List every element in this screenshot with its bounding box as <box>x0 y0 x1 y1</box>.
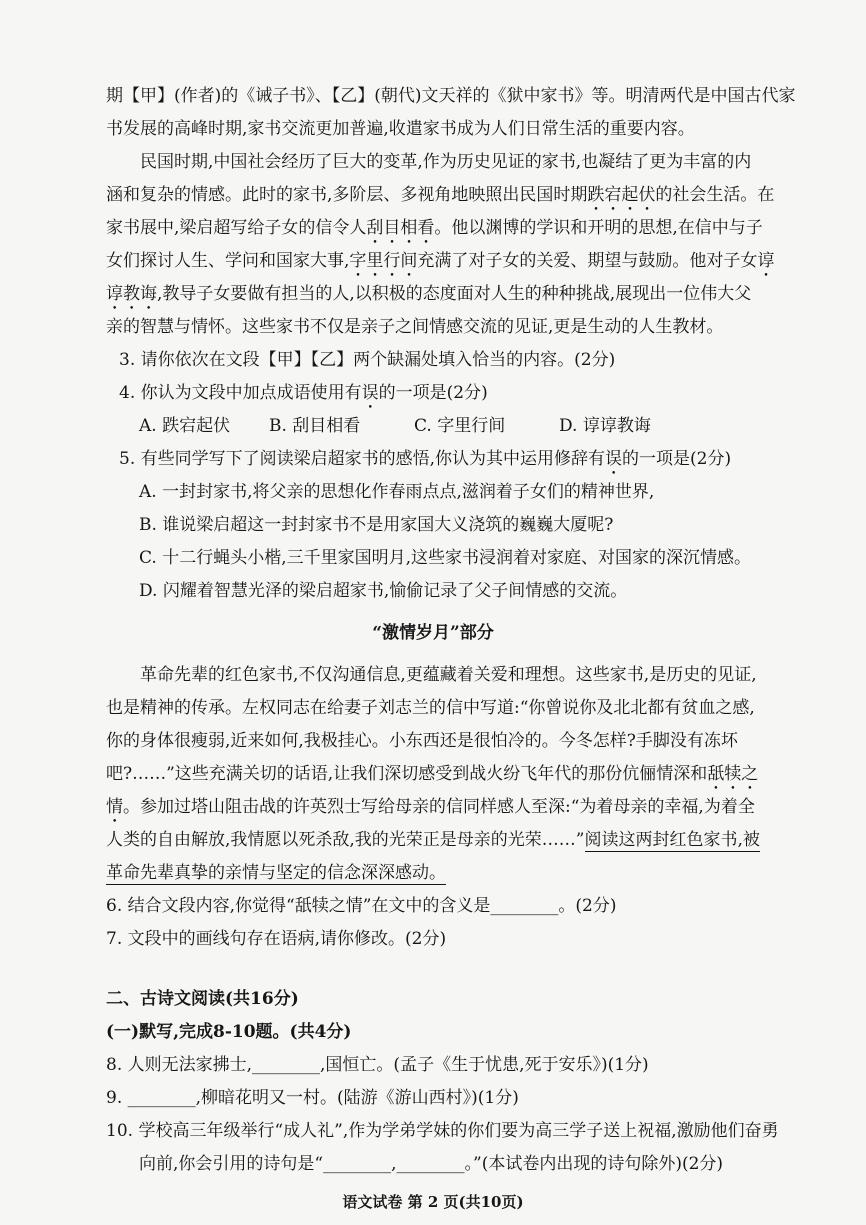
passage2-line-5 <box>106 795 866 827</box>
dotted-idiom-3: 字里行间 <box>349 251 418 271</box>
section-title: “激情岁月”部分 <box>372 623 494 643</box>
question-6: 6. 结合文段内容,你觉得“舐犊之情”在文中的含义是________。(2分) <box>106 896 617 916</box>
part2-subtitle: (一)默写,完成8-10题。(共4分) <box>106 1022 352 1042</box>
dotted-idiom-1: 跌宕起伏 <box>587 185 656 205</box>
underlined-sentence-2: 革命先辈真挚的亲情与坚定的信念深深感动。 <box>106 863 446 883</box>
text: 。参加过塔山阻击战的许英烈士写给母亲的信同样感人至深:“为着母亲的幸福,为着全 <box>123 797 755 817</box>
question-8: 8. 人则无法家拂士,________,国恒亡。(孟子《生于忧患,死于安乐》)(1分) <box>106 1055 649 1075</box>
q5-option-a: A. 一封封家书,将父亲的思想化作春雨点点,滋润着子女们的精神世界, <box>139 482 655 502</box>
question-10-line-1: 10. 学校高三年级举行“成人礼”,作为学弟学妹的你们要为高三学子送上祝福,激励他们奋勇 <box>106 1121 779 1141</box>
passage2-line-3: 你的身体很瘦弱,近来如何,我极挂心。小东西还是很怕冷的。今冬怎样?手脚没有冻坏 <box>106 731 738 751</box>
text: 涵和复杂的情感。此时的家书,多阶层、多视角地映照出民国时期 <box>106 185 588 205</box>
passage1-line-2: 书发展的高峰时期,家书交流更加普遍,收遣家书成为人们日常生活的重要内容。 <box>106 119 695 139</box>
text: ,教导子女要做有担当的人,以积极的态度面对人生的种种挑战,展现出一位伟大父 <box>157 284 752 304</box>
dotted-char: 误 <box>605 449 623 469</box>
passage1-line-4 <box>106 183 866 215</box>
dotted-idiom-5a: 舐犊之 <box>707 764 759 784</box>
underlined-sentence-1: 阅读这两封红色家书,被 <box>584 830 760 850</box>
passage1-line-3: 民国时期,中国社会经历了巨大的变革,作为历史见证的家书,也凝结了更为丰富的内 <box>140 152 752 172</box>
question-5 <box>119 447 866 479</box>
text: 家书展中,梁启超写给子女的信令人 <box>106 218 367 238</box>
text: 吧?……”这些充满关切的话语,让我们深切感受到战火纷飞年代的那份伉俪情深和 <box>106 764 708 784</box>
passage2-line-1: 革命先辈的红色家书,不仅沟通信息,更蕴藏着关爱和理想。这些家书,是历史的见证, <box>140 665 757 685</box>
text: 人类的自由解放,我情愿以死杀敌,我的光荣正是母亲的光荣……” <box>106 830 585 850</box>
text: 女们探讨人生、学问和国家大事, <box>106 251 350 271</box>
text: 5. 有些同学写下了阅读梁启超家书的感悟,你认为其中运用修辞有 <box>119 449 606 469</box>
passage2-line-4 <box>106 762 866 794</box>
q4-option-c: C. 字里行间 <box>414 416 506 436</box>
text: 4. 你认为文段中加点成语使用有 <box>119 383 362 403</box>
text: 充满了对子女的关爱、期望与鼓励。他对子女 <box>417 251 758 271</box>
dotted-idiom-4b: 谆教诲 <box>106 284 157 304</box>
q4-option-a: A. 跌宕起伏 <box>139 416 231 436</box>
part2-title: 二、古诗文阅读(共16分) <box>106 989 299 1009</box>
passage2-line-6 <box>106 828 866 852</box>
passage1-line-1: 期【甲】(作者)的《诫子书》、【乙】(朝代)文天祥的《狱中家书》等。明清两代是中国古代家 <box>106 86 796 106</box>
dotted-idiom-5b: 情 <box>106 797 123 817</box>
question-10-line-2: 向前,你会引用的诗句是“________,________。”(本试卷内出现的诗句除外)(2分) <box>139 1154 724 1174</box>
dotted-idiom-4a: 谆 <box>757 251 775 271</box>
text: 的一项是(2分) <box>378 383 488 403</box>
dotted-idiom-2: 刮目相看 <box>366 218 435 238</box>
passage2-line-7 <box>106 861 866 885</box>
passage1-line-5 <box>106 216 866 248</box>
question-9: 9. ________,柳暗花明又一村。(陆游《游山西村》)(1分) <box>106 1088 519 1108</box>
page-footer: 语文试卷 第 2 页(共10页) <box>342 1193 524 1211</box>
passage1-line-6 <box>106 249 866 281</box>
question-3: 3. 请你依次在文段【甲】【乙】两个缺漏处填入恰当的内容。(2分) <box>119 350 616 370</box>
passage1-line-8: 亲的智慧与情怀。这些家书不仅是亲子之间情感交流的见证,更是生动的人生教材。 <box>106 317 724 337</box>
passage1-line-7 <box>106 282 866 314</box>
q4-option-d: D. 谆谆教诲 <box>559 416 651 436</box>
q5-option-d: D. 闪耀着智慧光泽的梁启超家书,愉偷记录了父子间情感的交流。 <box>139 581 628 601</box>
text: 的社会生活。在 <box>655 185 775 205</box>
text: 。他以渊博的学识和开明的思想,在信中与子 <box>434 218 763 238</box>
q5-option-b: B. 谁说梁启超这一封封家书不是用家国大义浇筑的巍巍大厦呢? <box>139 515 614 535</box>
q4-option-b: B. 刮目相看 <box>269 416 361 436</box>
text: 的一项是(2分) <box>622 449 732 469</box>
q5-option-c: C. 十二行蝇头小楷,三千里家国明月,这些家书浸润着对家庭、对国家的深沉情感。 <box>139 548 752 568</box>
question-7: 7. 文段中的画线句存在语病,请你修改。(2分) <box>106 929 447 949</box>
dotted-char: 误 <box>361 383 379 403</box>
question-4 <box>119 381 866 413</box>
passage2-line-2: 也是精神的传承。左权同志在给妻子刘志兰的信中写道:“你曾说你及北北都有贫血之感, <box>106 698 755 718</box>
